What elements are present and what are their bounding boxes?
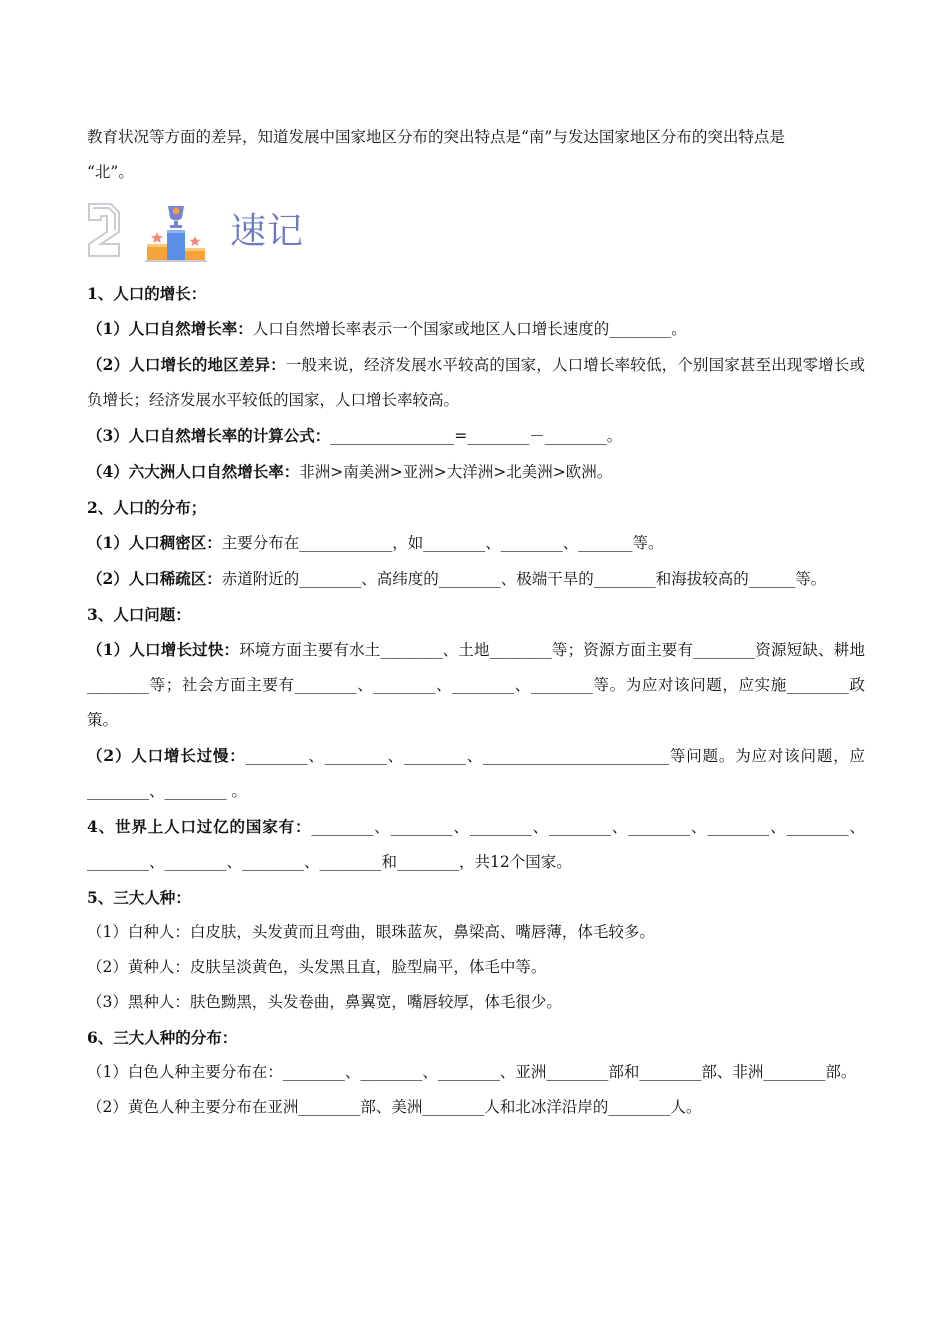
item-text: 主要分布在____________，如________、________、_______等。	[221, 534, 664, 552]
item-label: （3）人口自然增长率的计算公式：	[87, 426, 331, 445]
item-text: 环境方面主要有水土________、土地________等；资源方面主要有________资源短缺、耕地________等；社会方面主要有________、________、________、________等。为应对该问题，应实施________政策。	[87, 641, 865, 729]
document-page	[87, 120, 865, 1125]
item-label: （1）人口增长过快：	[87, 640, 240, 659]
section-3-item-1	[87, 632, 865, 738]
section-6-heading: 6、三大人种的分布：	[87, 1028, 238, 1047]
item-label: （2）人口增长过慢：	[87, 746, 246, 765]
trophy-podium-icon	[85, 192, 225, 270]
item-label: （1）人口自然增长率：	[87, 319, 253, 338]
section-4	[87, 809, 865, 880]
section-3-item-2	[87, 738, 865, 809]
item-label: （2）人口增长的地区差异：	[87, 355, 286, 374]
item-text: 一般来说，经济发展水平较高的国家，人口增长率较低，个别国家甚至出现零增长或负增长；经济发展水平较低的国家，人口增长率较高。	[87, 356, 865, 409]
item-text: 非洲>南美洲>亚洲>大洋洲>北美洲>欧洲。	[299, 463, 613, 481]
section-1-item-1	[87, 311, 865, 347]
section-2-item-1	[87, 525, 865, 561]
intro-line-1: 教育状况等方面的差异，知道发展中国家地区分布的突出特点是“南”与发达国家地区分布的突出特点是	[87, 128, 785, 146]
section-1-item-3	[87, 418, 865, 454]
section-5-item-1: （1）白种人：白皮肤，头发黄而且弯曲，眼珠蓝灰，鼻梁高、嘴唇薄，体毛较多。	[87, 923, 655, 941]
section-6-item-2: （2）黄色人种主要分布在亚洲________部、美洲________人和北冰洋沿岸的________人。	[87, 1098, 702, 1116]
banner-title: 速记	[230, 211, 305, 252]
item-text: ________________=________－________。	[330, 427, 623, 445]
section-3-heading: 3、人口问题：	[87, 605, 191, 624]
item-text: ________、________、________、________________________等问题。为应对该问题，应________、________ 。	[87, 747, 865, 800]
intro-line-2: “北”。	[87, 163, 134, 181]
section-2-item-2	[87, 561, 865, 597]
section-banner	[85, 192, 865, 270]
section-5-item-2: （2）黄种人：皮肤呈淡黄色，头发黑且直，脸型扁平，体毛中等。	[87, 958, 547, 976]
item-label: （1）人口稠密区：	[87, 533, 222, 552]
intro-paragraph	[87, 120, 865, 190]
section-4-heading: 4、世界上人口过亿的国家有：	[87, 817, 312, 836]
item-label: （4）六大洲人口自然增长率：	[87, 462, 300, 481]
section-1-heading: 1、人口的增长：	[87, 284, 207, 303]
section-5-heading: 5、三大人种：	[87, 888, 191, 907]
item-label: （2）人口稀疏区：	[87, 569, 222, 588]
section-1-item-2	[87, 347, 865, 418]
section-2-heading: 2、人口的分布；	[87, 498, 207, 517]
item-text: 赤道附近的________、高纬度的________、极端干旱的________和海拔较高的______等。	[221, 570, 827, 588]
section-6-item-1: （1）白色人种主要分布在：________、________、________、亚洲________部和________部、非洲________部。	[87, 1063, 857, 1081]
section-5-item-3: （3）黑种人：肤色黝黑，头发卷曲，鼻翼宽，嘴唇较厚，体毛很少。	[87, 993, 562, 1011]
item-text: 人口自然增长率表示一个国家或地区人口增长速度的________。	[252, 320, 687, 338]
section-1-item-4	[87, 454, 865, 490]
section-4-text: ________、________、________、________、________、________、________、________、________、________、________和________，共12个国家。	[87, 818, 865, 871]
